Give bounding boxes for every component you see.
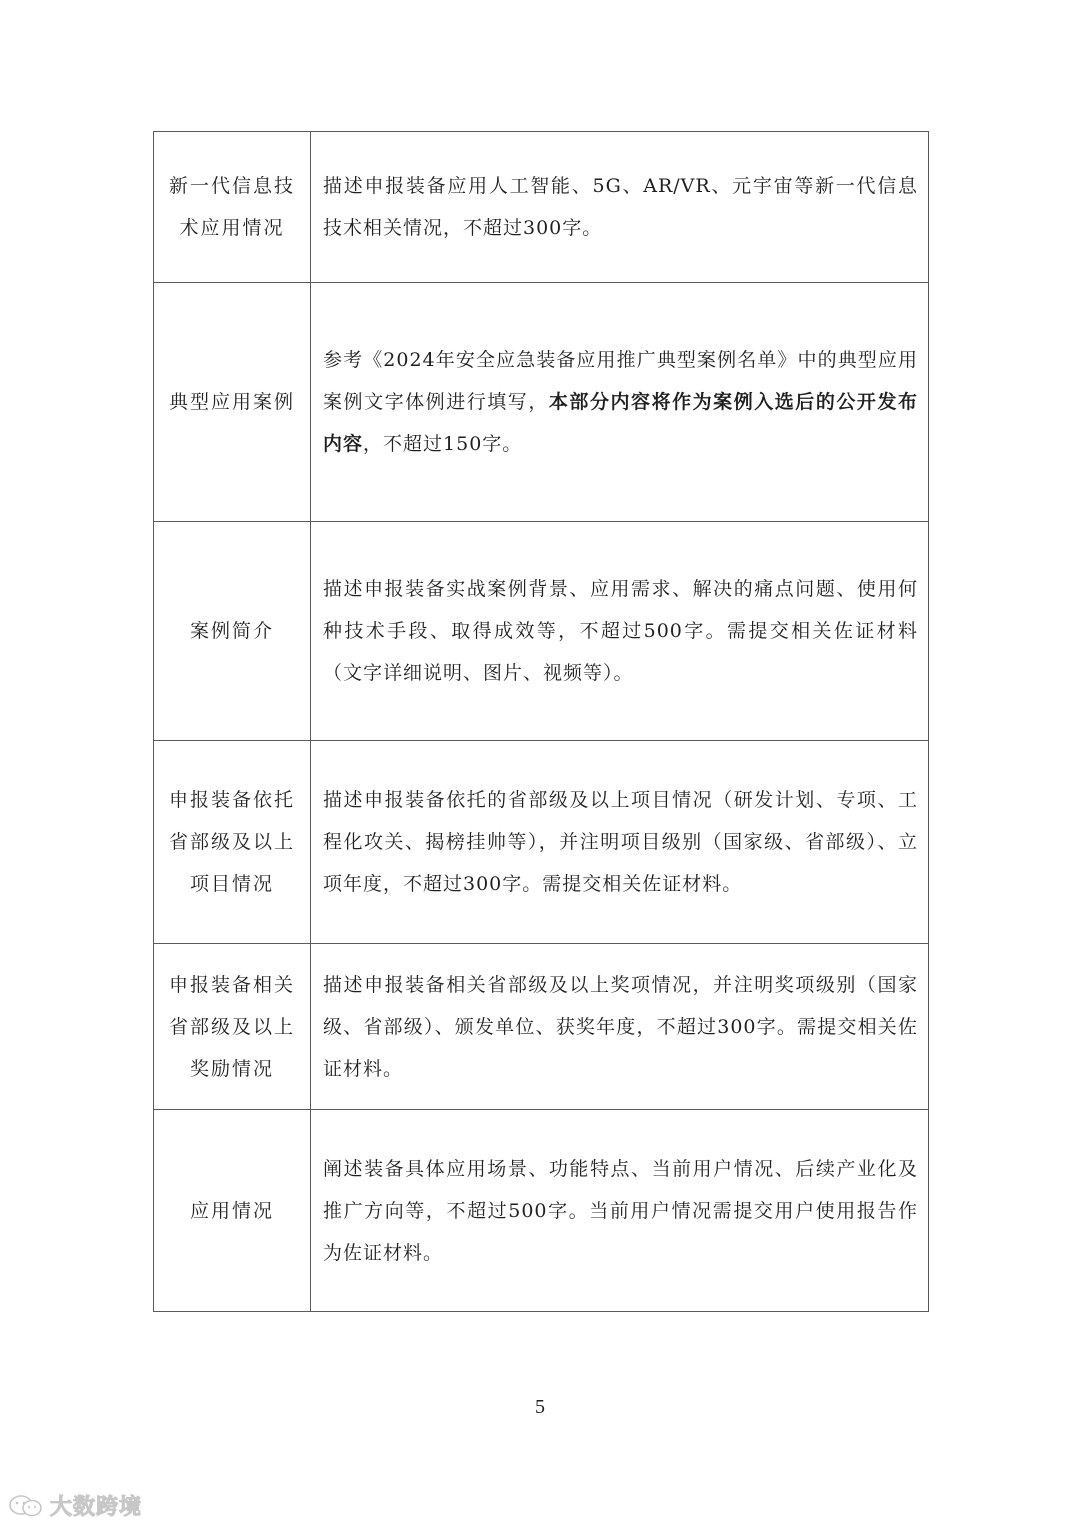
description-text: 参考《2024年安全应急装备应用推广典型案例名单》中的典型应用案例文字体例进行填写，: [323, 349, 918, 413]
page-number: 5: [535, 1396, 545, 1418]
row-description-cell: [311, 1110, 929, 1312]
description-text: ，不超过150字。: [363, 433, 523, 455]
row-label-cell: [154, 1110, 311, 1312]
row-description-cell: [311, 741, 929, 944]
row-description-cell: [311, 132, 929, 283]
row-label: 案例简介: [189, 620, 274, 642]
row-label-cell: [154, 522, 311, 741]
table-row: [154, 132, 929, 283]
row-label-cell: [154, 741, 311, 944]
table-row: [154, 741, 929, 944]
table-row: [154, 522, 929, 741]
watermark: [8, 1490, 142, 1521]
table-row: [154, 944, 929, 1110]
row-label-cell: [154, 944, 311, 1110]
row-label: 申报装备相关省部级及以上奖励情况: [168, 973, 295, 1080]
row-description: 描述申报装备依托的省部级及以上项目情况（研发计划、专项、工程化攻关、揭榜挂帅等），并注明项目级别（国家级、省部级）、立项年度，不超过300字。需提交相关佐证材料。: [323, 789, 918, 895]
row-description: [311, 339, 928, 465]
row-label: 新一代信息技术应用情况: [168, 175, 295, 239]
row-description-cell: [311, 522, 929, 741]
row-label-cell: [154, 283, 311, 522]
row-label: 典型应用案例: [168, 391, 295, 413]
row-description-cell: [311, 283, 929, 522]
table-row: [154, 283, 929, 522]
row-description: 描述申报装备应用人工智能、5G、AR/VR、元宇宙等新一代信息技术相关情况，不超过300字。: [323, 175, 918, 239]
row-description-cell: [311, 944, 929, 1110]
watermark-text: 大数跨境: [50, 1495, 143, 1520]
row-label: 申报装备依托省部级及以上项目情况: [168, 789, 295, 895]
row-description: 阐述装备具体应用场景、功能特点、当前用户情况、后续产业化及推广方向等，不超过500字。当前用户情况需提交用户使用报告作为佐证材料。: [323, 1157, 918, 1264]
table-row: [154, 1110, 929, 1312]
row-description: 描述申报装备相关省部级及以上奖项情况，并注明奖项级别（国家级、省部级）、颁发单位、获奖年度，不超过300字。需提交相关佐证材料。: [323, 973, 918, 1080]
row-label-cell: [154, 132, 311, 283]
wechat-logo-icon: [8, 1494, 44, 1518]
description-emphasis: 本部分内容将作为案例入选后的公开发布内容: [323, 391, 918, 455]
row-description: 描述申报装备实战案例背景、应用需求、解决的痛点问题、使用何种技术手段、取得成效等，不超过500字。需提交相关佐证材料（文字详细说明、图片、视频等）。: [323, 578, 918, 684]
row-label: 应用情况: [189, 1199, 274, 1222]
info-table: [153, 131, 929, 1312]
